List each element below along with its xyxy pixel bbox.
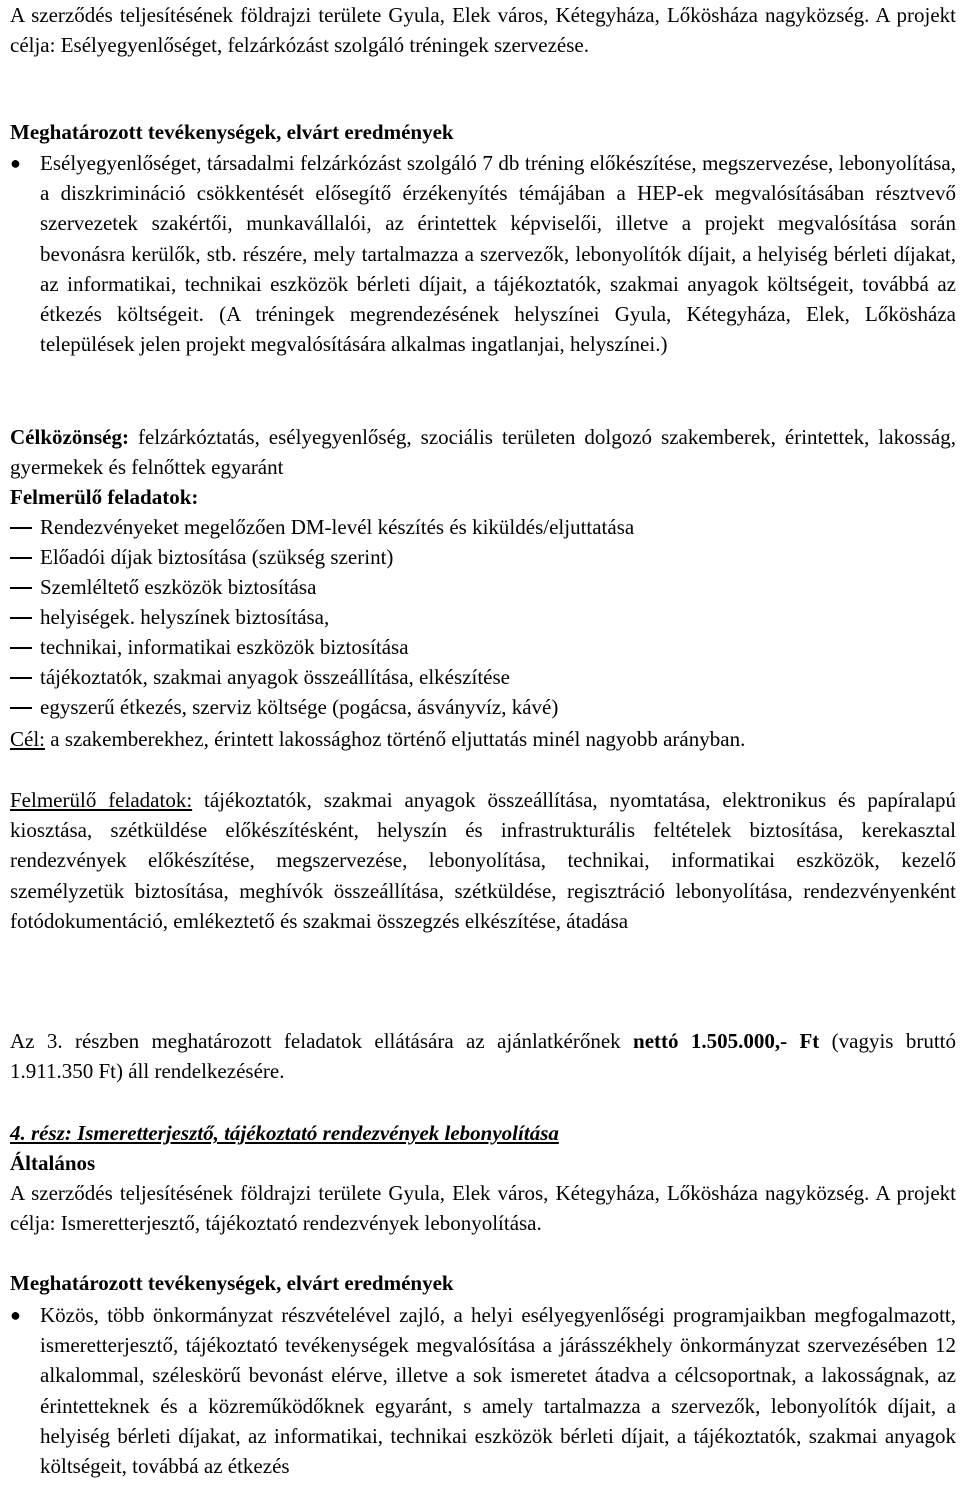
budget-net: nettó 1.505.000,- Ft bbox=[633, 1029, 820, 1053]
task-item: Rendezvényeket megelőzően DM-levél készítés és kiküldés/eljuttatása bbox=[10, 512, 956, 542]
bullet-icon: ● bbox=[10, 1305, 21, 1325]
bullet-icon: ● bbox=[10, 153, 21, 173]
bullet-text: Esélyegyenlőséget, társadalmi felzárkózást szolgáló 7 db tréning előkészítése, megszervezése, lebonyolítása, a diszkrimináció csökkentését elősegítő érzékenyítés témájában a HEP-ek megvalósításában résztvevő szervezetek szakértői, munkavállalói, az érintettek képviselői, illetve a projekt megvalósítása során bevonásra kerülők, stb. részére, mely tartalmazza a szervezők, lebonyolítók díjait, a helyiség bérleti díjakat, az informatikai, technikai eszközök bérleti díjait, a tájékoztatók, szakmai anyagok költségeit, továbbá az étkezés költségeit. (A tréningek megrendezésének helyszínei Gyula, Kétegyháza, Elek, Lőkösháza települések jelen projekt megvalósítására alkalmas ingatlanjai, helyszínei.) bbox=[40, 151, 956, 357]
part4-title: 4. rész: Ismeretterjesztő, tájékoztató rendezvények lebonyolítása bbox=[10, 1121, 559, 1145]
tasks2-paragraph bbox=[10, 785, 956, 936]
task-item: egyszerű étkezés, szerviz költsége (pogácsa, ásványvíz, kávé) bbox=[10, 692, 956, 722]
general-heading: Általános bbox=[10, 1151, 96, 1175]
intro-paragraph: A szerződés teljesítésének földrajzi területe Gyula, Elek város, Kétegyháza, Lőkösháza nagyközség. A projekt célja: Esélyegyenlőséget, felzárkózást szolgáló tréningek szervezése. bbox=[10, 3, 956, 58]
target-label: Célközönség: bbox=[10, 425, 129, 449]
task-item: technikai, informatikai eszközök biztosítása bbox=[10, 632, 956, 662]
tasks2-label: Felmerülő feladatok: bbox=[10, 788, 193, 812]
dash-icon bbox=[10, 587, 32, 589]
bullet-text-2: Közös, több önkormányzat részvételével zajló, a helyi esélyegyenlőségi programjaikban megfogalmazott, ismeretterjesztő, tájékoztató tevékenységek megvalósítása a járásszékhely önkormányzat szervezésében 12 alkalommal, széleskörű bevonást elérve, illetve a sok ismeretet átadva a célcsoportnak, a lakosságnak, az érintetteknek és a közreműködőknek egyaránt, s amely tartalmazza a szervezők, lebonyolítók díjait, a helyiség bérleti díjakat, az informatikai, technikai eszközök bérleti díjait, a tájékoztatók, szakmai anyagok költségeit, továbbá az étkezés bbox=[40, 1303, 956, 1479]
task-item: Szemléltető eszközök biztosítása bbox=[10, 572, 956, 602]
dash-icon bbox=[10, 647, 32, 649]
goal-text: a szakemberekhez, érintett lakossághoz történő eljuttatás minél nagyobb arányban. bbox=[45, 727, 746, 751]
goal-label: Cél: bbox=[10, 727, 45, 751]
tasks-heading: Felmerülő feladatok: bbox=[10, 485, 199, 509]
tasks2-text: tájékoztatók, szakmai anyagok összeállítása, nyomtatása, elektronikus és papíralapú kiosztása, szétküldése előkészítésként, helyszín és infrastrukturális feltételek biztosítása, kerekasztal rendezvények előkészítése, megszervezése, lebonyolítása, technikai, informatikai eszközök, kezelő személyzetük biztosítása, meghívók összeállítása, szétküldése, regisztráció lebonyolítása, rendezvényenként fotódokumentáció, emlékeztető és szakmai összegzés elkészítése, átadása bbox=[10, 788, 956, 933]
task-item: Előadói díjak biztosítása (szükség szerint) bbox=[10, 542, 956, 572]
dash-icon bbox=[10, 557, 32, 559]
part4-intro: A szerződés teljesítésének földrajzi területe Gyula, Elek város, Kétegyháza, Lőkösháza nagyközség. A projekt célja: Ismeretterjesztő, tájékoztató rendezvények lebonyolítása. bbox=[10, 1181, 956, 1236]
activities-heading: Meghatározott tevékenységek, elvárt eredmények bbox=[10, 120, 454, 144]
dash-icon bbox=[10, 617, 32, 619]
budget-paragraph: Az 3. részben meghatározott feladatok ellátására az ajánlatkérőnek nettó 1.505.000,- Ft (vagyis bruttó 1.911.350 Ft) áll rendelkezésére. bbox=[10, 1029, 957, 1084]
goal-paragraph bbox=[10, 724, 956, 754]
dash-icon bbox=[10, 677, 32, 679]
dash-icon bbox=[10, 707, 32, 709]
target-audience bbox=[10, 422, 956, 482]
task-item: helyiségek. helyszínek biztosítása, bbox=[10, 602, 956, 632]
dash-icon bbox=[10, 527, 32, 529]
activities-heading-2: Meghatározott tevékenységek, elvárt eredmények bbox=[10, 1271, 454, 1295]
target-text: felzárkóztatás, esélyegyenlőség, szociális területen dolgozó szakemberek, érintettek, lakosság, gyermekek és felnőttek egyaránt bbox=[10, 425, 956, 480]
task-item: tájékoztatók, szakmai anyagok összeállítása, elkészítése bbox=[10, 662, 956, 692]
